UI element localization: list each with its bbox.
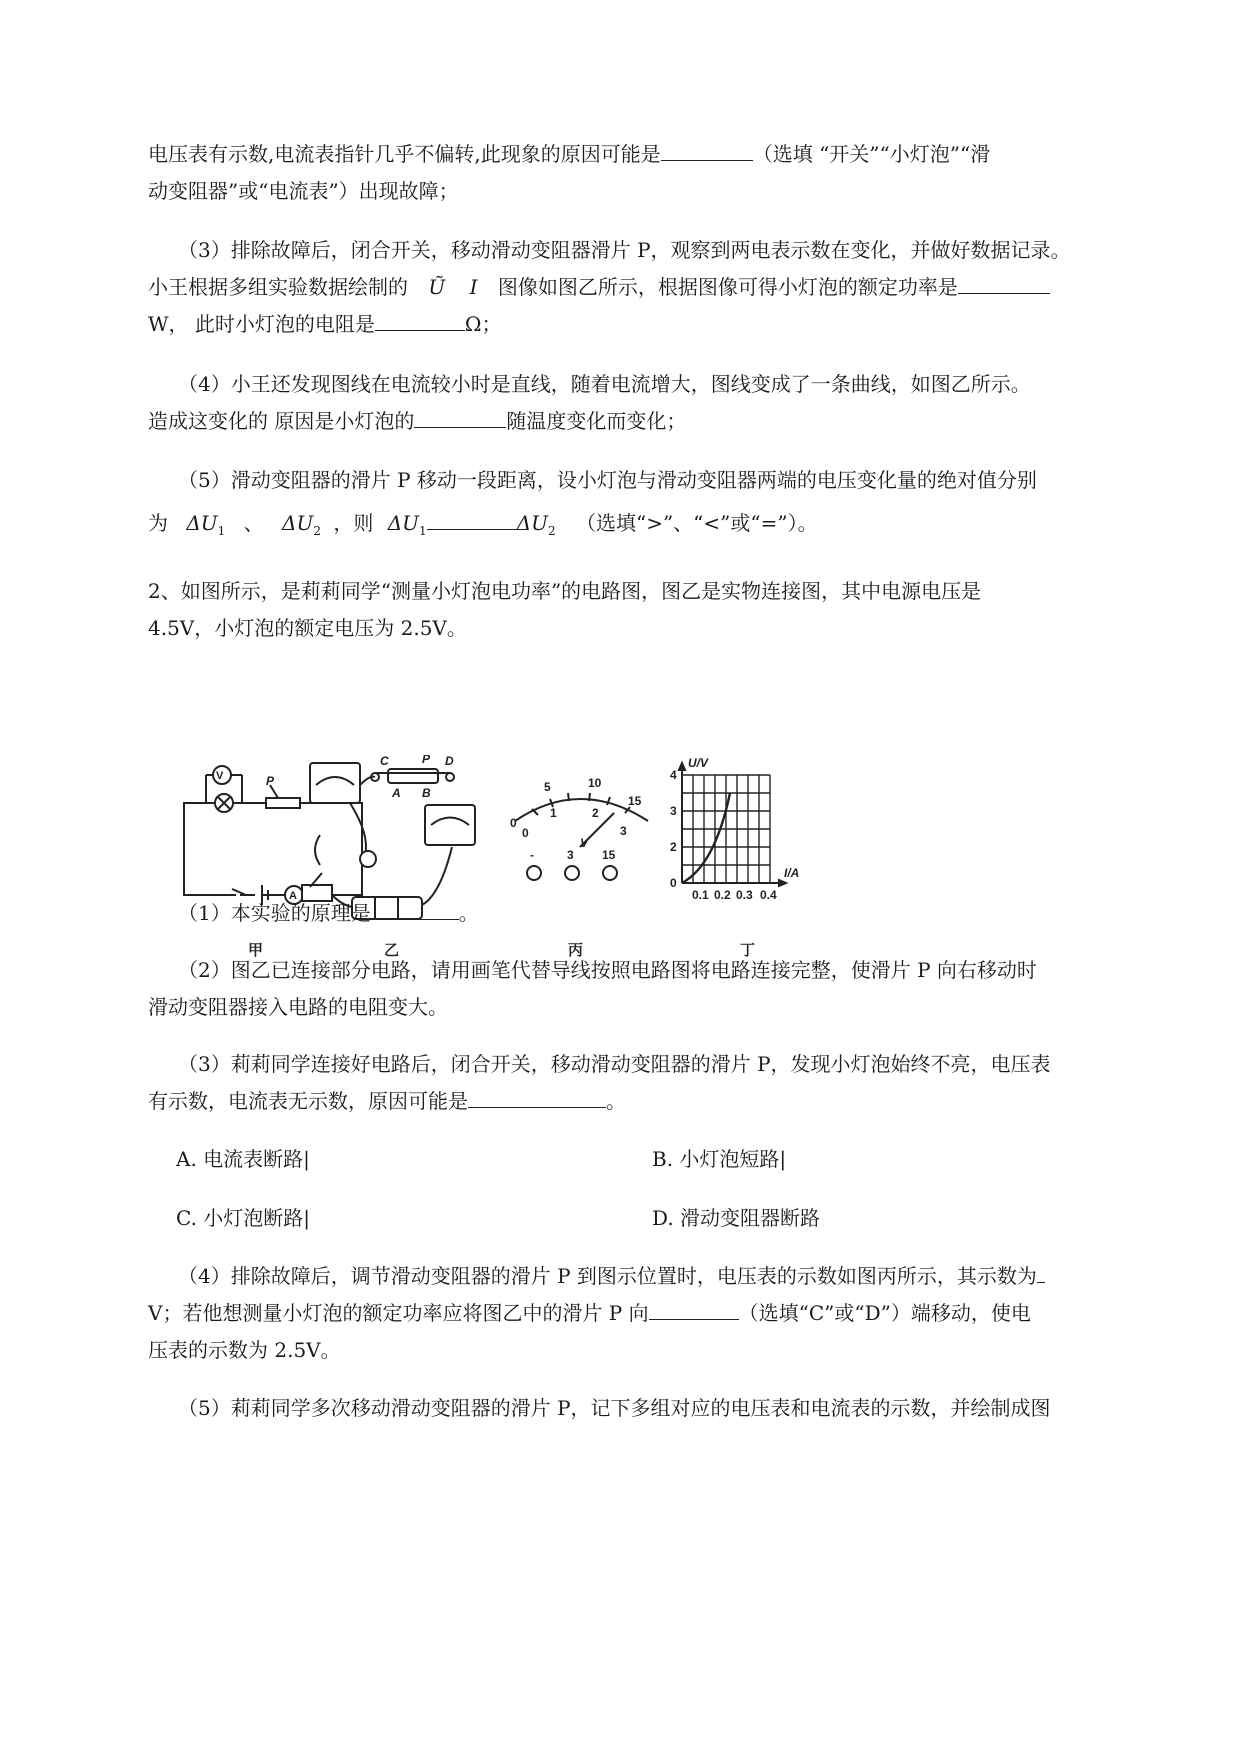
q2-s2-line1 bbox=[178, 956, 1037, 984]
q2-text: 。 bbox=[606, 1089, 626, 1113]
caption-yi: 乙 bbox=[384, 942, 400, 959]
answer-blank[interactable] bbox=[414, 407, 506, 428]
terminal-label: 3 bbox=[567, 848, 574, 862]
label-a: A bbox=[392, 786, 401, 800]
graph-xtick: 0.4 bbox=[760, 888, 777, 902]
q1-text: 、 bbox=[243, 511, 264, 535]
graph-ylabel: U/V bbox=[688, 756, 709, 770]
caption-ding: 丁 bbox=[740, 942, 756, 959]
q1-part5-line1 bbox=[178, 466, 1037, 494]
q2-text: 有示数，电流表无示数，原因可能是 bbox=[148, 1089, 468, 1113]
q1-text: 动变阻器”或“电流表”）出现故障； bbox=[148, 179, 459, 203]
q2-s4-line3 bbox=[148, 1336, 341, 1364]
label-d: D bbox=[445, 755, 454, 768]
q1-part5-line2 bbox=[148, 509, 818, 545]
terminal-label: 15 bbox=[602, 848, 616, 862]
answer-blank[interactable] bbox=[1037, 1262, 1045, 1283]
graph-xtick: 0.3 bbox=[736, 888, 753, 902]
scale-bottom: 1 bbox=[550, 806, 557, 820]
q2-text: 2、如图所示，是莉莉同学“测量小灯泡电功率”的电路图，图乙是实物连接图，其中电源电压是 bbox=[148, 579, 982, 603]
q2-text: （5）莉莉同学多次移动滑动变阻器的滑片 P，记下多组对应的电压表和电流表的示数，并绘制成图 bbox=[178, 1396, 1051, 1420]
q1-part3-line1 bbox=[178, 236, 1071, 264]
answer-blank[interactable] bbox=[661, 140, 753, 161]
label-b: B bbox=[422, 786, 431, 800]
q1-text: 造成这变化的 原因是小灯泡的 bbox=[148, 409, 415, 433]
q2-text: V；若他想测量小灯泡的额定功率应将图乙中的滑片 P 向 bbox=[148, 1301, 649, 1325]
graph-xtick: 0.2 bbox=[714, 888, 731, 902]
math-I: I bbox=[469, 275, 478, 299]
label-a: A bbox=[289, 890, 297, 902]
label-p: P bbox=[422, 755, 431, 766]
math-dU2: $\Delta U_2$ bbox=[516, 511, 556, 538]
answer-blank[interactable] bbox=[375, 310, 465, 331]
q1-text: （3）排除故障后，闭合开关，移动滑动变阻器滑片 P，观察到两电表示数在变化，并做好数据记录。 bbox=[178, 238, 1071, 262]
q1-text: （5）滑动变阻器的滑片 P 移动一段距离，设小灯泡与滑动变阻器两端的电压变化量的绝对值分别 bbox=[178, 468, 1037, 492]
q2-s2-line2 bbox=[148, 993, 448, 1021]
q2-text: 压表的示数为 2.5V。 bbox=[148, 1338, 341, 1362]
math-dU1: $\Delta U_1$ bbox=[186, 511, 226, 538]
scale-top: 15 bbox=[628, 794, 642, 808]
graph-xlabel: I/A bbox=[784, 866, 800, 880]
q1-part4-line1 bbox=[178, 370, 1031, 398]
q1-text: 小王根据多组实验数据绘制的 bbox=[148, 275, 408, 299]
q1-text: （选填 “开关”“小灯泡”“滑 bbox=[752, 142, 991, 166]
option-c[interactable]: C. 小灯泡断路| bbox=[176, 1206, 311, 1230]
q2-text: （选填“C”或“D”）端移动，使电 bbox=[738, 1301, 1031, 1325]
q1-text: ，则 bbox=[333, 511, 374, 535]
q2-s4-line2 bbox=[148, 1299, 1031, 1327]
label-c: C bbox=[380, 755, 389, 768]
caption-jia: 甲 bbox=[248, 942, 264, 959]
option-b[interactable]: B. 小灯泡短路| bbox=[652, 1147, 787, 1171]
q2-s4-line1 bbox=[178, 1262, 1045, 1290]
answer-blank[interactable] bbox=[371, 899, 459, 920]
q2-text: 4.5V，小灯泡的额定电压为 2.5V。 bbox=[148, 616, 467, 640]
rheostat-symbol bbox=[266, 798, 300, 808]
math-dU1: $\Delta U_1$ bbox=[387, 511, 427, 538]
physical-setup bbox=[302, 763, 475, 919]
graph-ytick: 0 bbox=[670, 876, 677, 890]
q2-text: （1）本实验的原理是 bbox=[178, 901, 371, 925]
answer-blank[interactable] bbox=[649, 1299, 739, 1320]
q1-line2 bbox=[148, 177, 459, 205]
q1-part3-line3 bbox=[148, 310, 502, 338]
q2-text: 。 bbox=[458, 901, 479, 925]
experiment-figure bbox=[170, 755, 910, 970]
caption-bing: 丙 bbox=[568, 942, 584, 959]
q2-intro-line2 bbox=[148, 614, 467, 642]
scale-bottom: 0 bbox=[522, 826, 529, 840]
q1-text: 为 bbox=[148, 511, 168, 535]
option-a[interactable]: A. 电流表断路| bbox=[176, 1147, 310, 1171]
q1-text: （选填“>”、“<”或“=”）。 bbox=[575, 511, 818, 535]
u-i-graph bbox=[679, 763, 786, 886]
answer-blank[interactable] bbox=[468, 1087, 606, 1108]
answer-blank[interactable] bbox=[427, 509, 517, 530]
graph-ytick: 3 bbox=[670, 804, 677, 818]
label-v: V bbox=[216, 770, 224, 782]
q1-line1 bbox=[148, 140, 990, 168]
q2-s3-line2 bbox=[148, 1087, 626, 1115]
q1-text: W， 此时小灯泡的电阻是 bbox=[148, 312, 375, 336]
math-U: Ũ bbox=[428, 275, 446, 299]
option-d[interactable]: D. 滑动变阻器断路 bbox=[652, 1206, 821, 1230]
math-dU2: $\Delta U_2$ bbox=[282, 511, 321, 538]
terminal-label: - bbox=[530, 848, 534, 862]
q2-text: （4）排除故障后，调节滑动变阻器的滑片 P 到图示位置时，电压表的示数如图丙所示，其示数为 bbox=[178, 1264, 1037, 1288]
q1-text: 图像如图乙所示，根据图像可得小灯泡的额定功率是 bbox=[497, 275, 958, 299]
q1-text: 电压表有示数,电流表指针几乎不偏转,此现象的原因可能是 bbox=[148, 142, 661, 166]
graph-ytick: 2 bbox=[670, 840, 677, 854]
q1-part3-line2 bbox=[148, 273, 1050, 301]
iv-curve bbox=[682, 793, 730, 883]
q1-text: Ω； bbox=[464, 312, 502, 336]
q2-s3-line1 bbox=[178, 1050, 1051, 1078]
q2-text: （3）莉莉同学连接好电路后，闭合开关，移动滑动变阻器的滑片 P，发现小灯泡始终不亮，电压表 bbox=[178, 1052, 1051, 1076]
scale-top: 0 bbox=[510, 816, 517, 830]
scale-bottom: 2 bbox=[592, 806, 599, 820]
q2-s5-line1 bbox=[178, 1394, 1051, 1422]
q1-text: （4）小王还发现图线在电流较小时是直线，随着电流增大，图线变成了一条曲线，如图乙所示。 bbox=[178, 372, 1031, 396]
q2-s1 bbox=[178, 899, 479, 927]
q1-part4-line2 bbox=[148, 407, 686, 435]
q1-text: 随温度变化而变化； bbox=[506, 409, 687, 433]
scale-bottom: 3 bbox=[620, 824, 627, 838]
graph-ytick: 4 bbox=[670, 768, 677, 782]
q2-text: （2）图乙已连接部分电路，请用画笔代替导线按照电路图将电路连接完整，使滑片 P 向右移动时 bbox=[178, 958, 1037, 982]
answer-blank[interactable] bbox=[958, 273, 1050, 294]
q2-intro-line1 bbox=[148, 577, 981, 605]
q2-text: 滑动变阻器接入电路的电阻变大。 bbox=[148, 995, 448, 1019]
graph-xtick: 0.1 bbox=[692, 888, 709, 902]
scale-top: 5 bbox=[544, 780, 551, 794]
scale-top: 10 bbox=[588, 776, 602, 790]
label-p: P bbox=[266, 774, 275, 788]
meter-v-label: V bbox=[580, 836, 589, 850]
